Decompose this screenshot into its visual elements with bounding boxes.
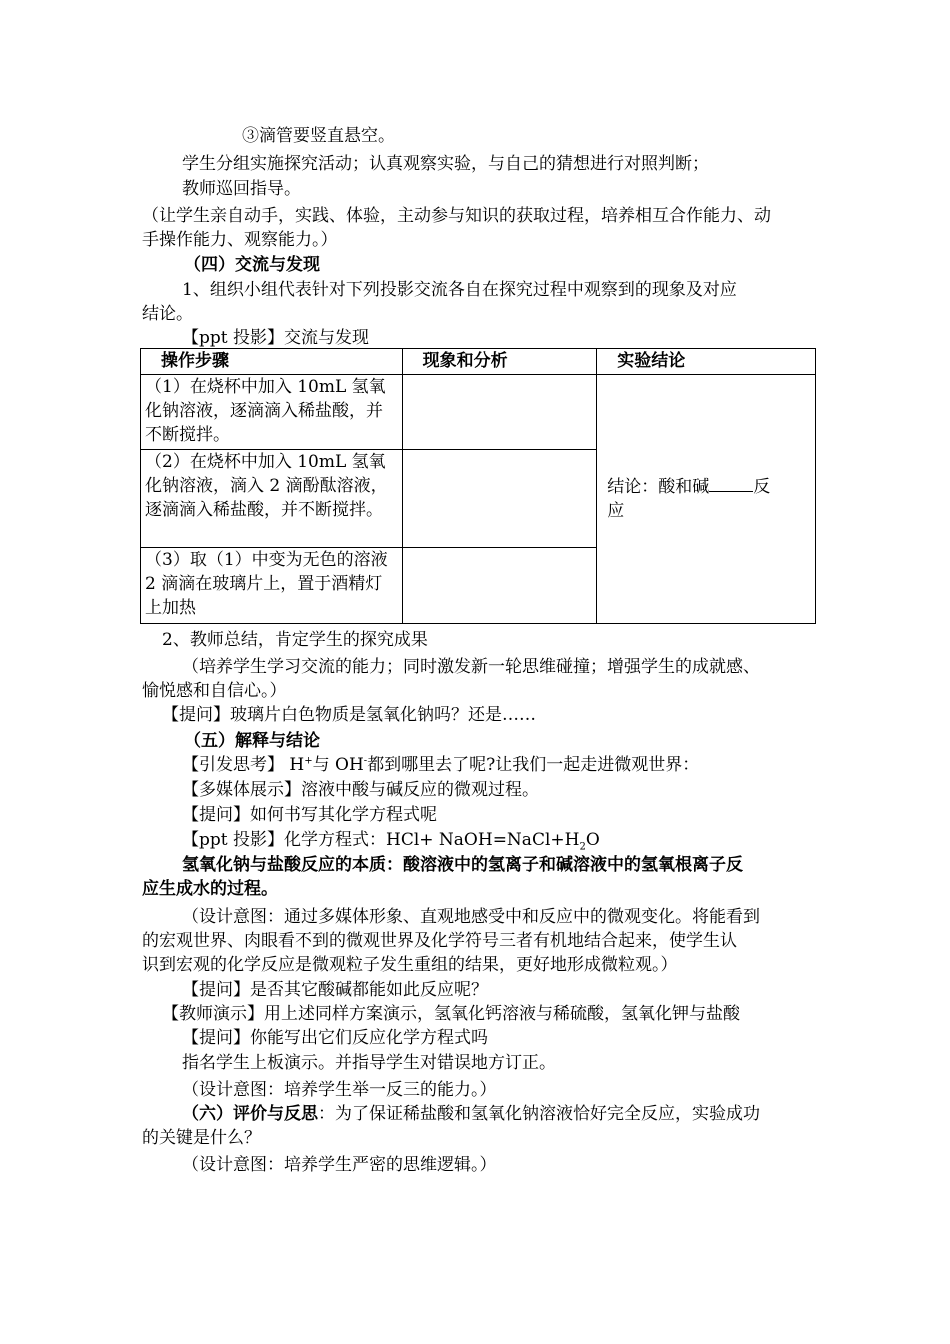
fill-blank (709, 475, 753, 492)
paragraph-line: 【多媒体展示】溶液中酸与碱反应的微观过程。 (182, 780, 539, 800)
equation-line: 【ppt 投影】化学方程式：$HCl+ NaOH=NaCl+H_2O$ (182, 830, 600, 853)
table-header: 实验结论 (597, 349, 816, 375)
paragraph-line: 结论。 (142, 304, 193, 324)
paragraph-line: （设计意图：培养学生严密的思维逻辑。） (182, 1155, 497, 1175)
question-line: 【提问】你能写出它们反应化学方程式吗 (182, 1028, 488, 1048)
question-line: 【提问】玻璃片白色物质是氢氧化钠吗？还是…… (162, 705, 536, 725)
table-cell-phenomenon (402, 548, 597, 624)
section-heading: （四）交流与发现 (184, 255, 320, 275)
note-line: ③滴管要竖直悬空。 (242, 126, 395, 146)
paragraph-line: 指名学生上板演示。并指导学生对错误地方订正。 (182, 1053, 556, 1073)
paragraph-line: 教师巡回指导。 (182, 179, 301, 199)
table-cell-conclusion: 结论：酸和碱 反 应 (597, 375, 816, 624)
table-row (141, 375, 816, 450)
paragraph-line: 【提问】如何书写其化学方程式呢 (182, 805, 437, 825)
paragraph-line: （让学生亲自动手，实践、体验，主动参与知识的获取过程，培养相互合作能力、动 (142, 206, 771, 226)
paragraph-line: 2、教师总结，肯定学生的探究成果 (162, 630, 428, 650)
paragraph-line: 的宏观世界、肉眼看不到的微观世界及化学符号三者有机地结合起来，使学生认 (142, 931, 737, 951)
paragraph-line: （培养学生学习交流的能力；同时激发新一轮思维碰撞；增强学生的成就感、 (182, 657, 760, 677)
paragraph-line: 1、组织小组代表针对下列投影交流各自在探究过程中观察到的现象及对应 (182, 280, 737, 300)
table-cell-step: （2）在烧杯中加入 10mL 氢氧化钠溶液，滴入 2 滴酚酞溶液，逐滴滴入稀盐酸，并不断搅拌。 (141, 450, 403, 548)
paragraph-line: 【引发思考】 H+与 OH-都到哪里去了呢?让我们一起走进微观世界： (182, 755, 700, 775)
table-header: 现象和分析 (402, 349, 597, 375)
table-header-row (141, 349, 816, 375)
table-cell-step: （1）在烧杯中加入 10mL 氢氧化钠溶液，逐滴滴入稀盐酸，并不断搅拌。 (141, 375, 403, 450)
paragraph-line: （设计意图：培养学生举一反三的能力。） (182, 1080, 497, 1100)
paragraph-line: 识到宏观的化学反应是微观粒子发生重组的结果，更好地形成微粒观。） (142, 955, 678, 975)
paragraph-line: 的关键是什么？ (142, 1128, 261, 1148)
paragraph-line: （六）评价与反思：为了保证稀盐酸和氢氧化钠溶液恰好完全反应，实验成功 (182, 1104, 760, 1124)
key-statement: 氢氧化钠与盐酸反应的本质：酸溶液中的氢离子和碱溶液中的氢氧根离子反 (182, 855, 743, 875)
table-cell-phenomenon (402, 450, 597, 548)
paragraph-line: 学生分组实施探究活动；认真观察实验，与自己的猜想进行对照判断； (182, 154, 709, 174)
paragraph-line: 手操作能力、观察能力。） (142, 230, 338, 250)
key-statement: 应生成水的过程。 (142, 879, 278, 899)
table-cell-phenomenon (402, 375, 597, 450)
section-heading: （六）评价与反思 (182, 1104, 318, 1124)
paragraph-line: （设计意图：通过多媒体形象、直观地感受中和反应中的微观变化。将能看到 (182, 907, 760, 927)
section-heading: （五）解释与结论 (184, 731, 320, 751)
table-header: 操作步骤 (141, 349, 403, 375)
experiment-table (140, 348, 816, 624)
question-line: 【提问】是否其它酸碱都能如此反应呢？ (182, 980, 488, 1000)
table-cell-step: （3）取（1）中变为无色的溶液 2 滴滴在玻璃片上，置于酒精灯上加热 (141, 548, 403, 624)
ppt-caption: 【ppt 投影】交流与发现 (182, 328, 369, 348)
paragraph-line: 【教师演示】用上述同样方案演示，氢氧化钙溶液与稀硫酸，氢氧化钾与盐酸 (162, 1004, 740, 1024)
paragraph-line: 愉悦感和自信心。） (142, 681, 287, 701)
